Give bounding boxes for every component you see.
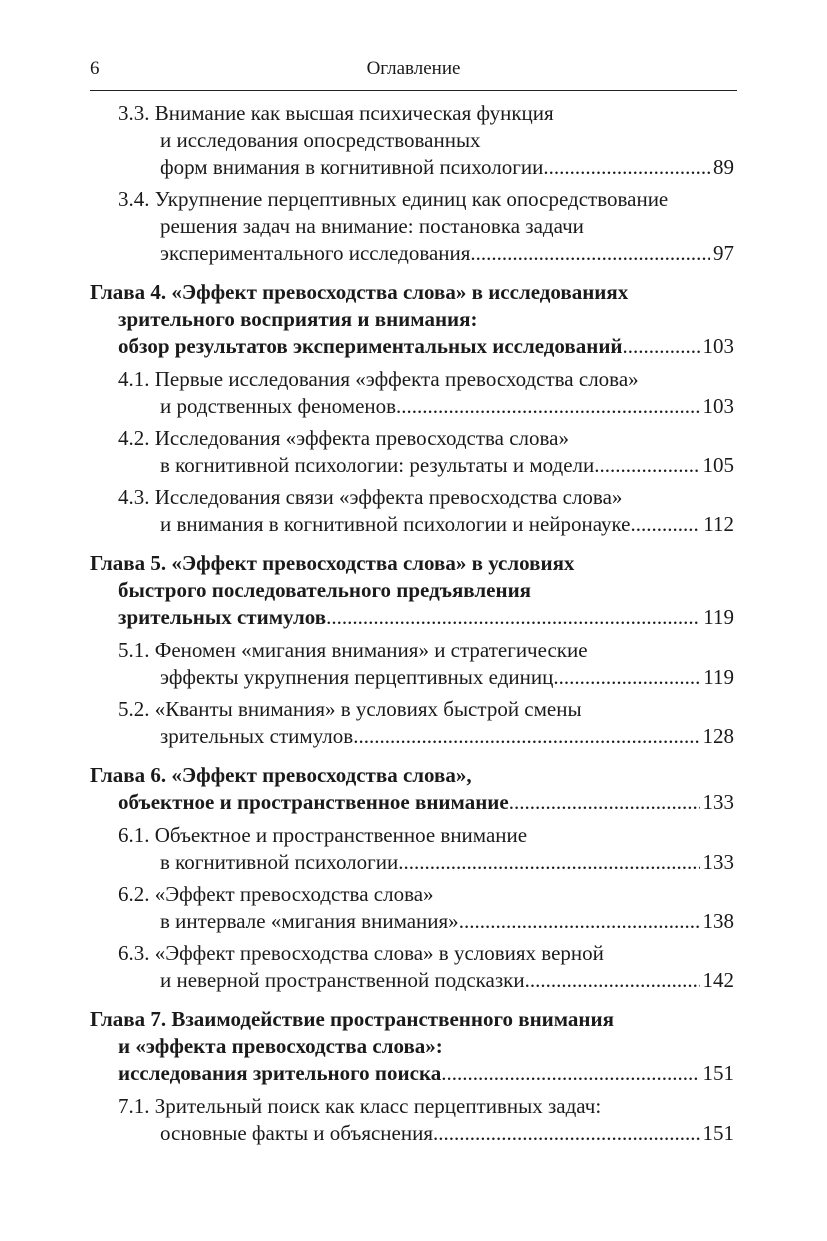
toc-page-number: 151: [702, 1121, 734, 1145]
toc-section-entry: [90, 100, 734, 181]
dot-leader: [396, 393, 699, 420]
toc-entry-final-line: [118, 1120, 734, 1147]
dot-leader: [543, 154, 710, 181]
toc-entry-text: 6.3. «Эффект превосходства слова» в условиях верной: [118, 941, 604, 965]
toc-section-entry: [90, 696, 734, 750]
toc-entry-text: и родственных феноменов: [160, 394, 397, 418]
toc-entry-text: решения задач на внимание: постановка задачи: [160, 214, 584, 238]
header-divider: [90, 90, 737, 91]
toc-entry-text: обзор результатов экспериментальных исследований: [118, 334, 623, 358]
toc-page-number: 151: [702, 1061, 734, 1085]
toc-entry-text: 7.1. Зрительный поиск как класс перцептивных задач:: [118, 1094, 602, 1118]
toc-entry-text: зрительных стимулов: [118, 605, 327, 629]
toc-entry-text: форм внимания в когнитивной психологии: [160, 155, 544, 179]
toc-page-number: 133: [702, 790, 734, 814]
toc-entry-text: Глава 5. «Эффект превосходства слова» в условиях: [90, 551, 575, 575]
toc-entry-final-line: [90, 789, 734, 816]
toc-entry-final-line: [118, 723, 734, 750]
toc-entry-text: и исследования опосредствованных: [160, 128, 481, 152]
toc-entry-text: эффекты укрупнения перцептивных единиц: [160, 665, 554, 689]
toc-entry-text: основные факты и объяснения: [160, 1121, 433, 1145]
toc-entry-final-line: [118, 967, 734, 994]
page-number: 6: [90, 58, 100, 79]
dot-leader: [459, 908, 700, 935]
toc-chapter-entry: [90, 762, 734, 816]
toc-entry-text: Глава 6. «Эффект превосходства слова»,: [90, 763, 472, 787]
toc-entry-text: 3.4. Укрупнение перцептивных единиц как опосредствование: [118, 187, 669, 211]
toc-entry-text: 4.2. Исследования «эффекта превосходства слова»: [118, 426, 569, 450]
dot-leader: [631, 511, 701, 538]
toc-entry-final-line: [118, 154, 734, 181]
toc-entry-text: и «эффекта превосходства слова»:: [118, 1034, 443, 1058]
toc-page-number: 138: [702, 909, 734, 933]
toc-page-number: 119: [703, 605, 734, 629]
toc-entry-final-line: [90, 1060, 734, 1087]
toc-entry-text: исследования зрительного поиска: [118, 1061, 442, 1085]
toc-chapter-entry: [90, 279, 734, 360]
dot-leader: [594, 452, 699, 479]
toc-chapter-entry: [90, 550, 734, 631]
toc-page-number: 89: [713, 155, 734, 179]
toc-page-number: 133: [702, 850, 734, 874]
toc-entry-text: экспериментального исследования: [160, 241, 471, 265]
toc-page-number: 142: [702, 968, 734, 992]
toc-entry-text: и неверной пространственной подсказки: [160, 968, 525, 992]
toc-section-entry: [90, 637, 734, 691]
toc-entry-final-line: [118, 849, 734, 876]
toc-section-entry: [90, 425, 734, 479]
dot-leader: [623, 333, 700, 360]
toc-entry-final-line: [118, 908, 734, 935]
dot-leader: [398, 849, 699, 876]
toc-section-entry: [90, 940, 734, 994]
dot-leader: [509, 789, 700, 816]
toc-entry-text: 6.2. «Эффект превосходства слова»: [118, 882, 434, 906]
toc-page-number: 112: [703, 512, 734, 536]
dot-leader: [353, 723, 699, 750]
toc-entry-text: 5.2. «Кванты внимания» в условиях быстрой смены: [118, 697, 582, 721]
toc-section-entry: [90, 186, 734, 267]
toc-entry-text: в интервале «мигания внимания»: [160, 909, 459, 933]
toc-page-number: 105: [702, 453, 734, 477]
toc-page-number: 128: [702, 724, 734, 748]
toc-entry-final-line: [118, 452, 734, 479]
toc-entry-final-line: [90, 604, 734, 631]
toc-entry-text: в когнитивной психологии: [160, 850, 399, 874]
running-title: Оглавление: [366, 58, 461, 79]
dot-leader: [433, 1120, 700, 1147]
toc-entry-final-line: [118, 511, 734, 538]
toc-section-entry: [90, 1093, 734, 1147]
toc-entry-text: в когнитивной психологии: результаты и модели: [160, 453, 595, 477]
toc-entry-text: объектное и пространственное внимание: [118, 790, 509, 814]
toc-section-entry: [90, 822, 734, 876]
toc-entry-final-line: [118, 240, 734, 267]
toc-section-entry: [90, 881, 734, 935]
toc-entry-final-line: [118, 664, 734, 691]
toc-page-number: 119: [703, 665, 734, 689]
toc-section-entry: [90, 366, 734, 420]
toc-entry-text: быстрого последовательного предъявления: [118, 578, 532, 602]
toc-chapter-entry: [90, 1006, 734, 1087]
toc-page-number: 103: [702, 334, 734, 358]
dot-leader: [326, 604, 700, 631]
toc-entry-text: 3.3. Внимание как высшая психическая функция: [118, 101, 554, 125]
toc-entry-final-line: [90, 333, 734, 360]
toc-entry-text: зрительного восприятия и внимания:: [118, 307, 478, 331]
toc-entry-text: Глава 7. Взаимодействие пространственного внимания: [90, 1007, 614, 1031]
dot-leader: [553, 664, 700, 691]
toc-section-entry: [90, 484, 734, 538]
page-header: [90, 56, 737, 90]
toc-entry-text: 4.1. Первые исследования «эффекта превосходства слова»: [118, 367, 639, 391]
dot-leader: [470, 240, 710, 267]
dot-leader: [441, 1060, 699, 1087]
toc-entry-text: Глава 4. «Эффект превосходства слова» в исследованиях: [90, 280, 629, 304]
toc-page-number: 103: [702, 394, 734, 418]
toc-page-number: 97: [713, 241, 734, 265]
dot-leader: [525, 967, 700, 994]
toc-entry-text: 5.1. Феномен «мигания внимания» и стратегические: [118, 638, 588, 662]
toc-entry-final-line: [118, 393, 734, 420]
toc-entry-text: зрительных стимулов: [160, 724, 354, 748]
toc-entry-text: 4.3. Исследования связи «эффекта превосходства слова»: [118, 485, 623, 509]
toc-entry-text: и внимания в когнитивной психологии и нейронауке: [160, 512, 631, 536]
toc-entry-text: 6.1. Объектное и пространственное внимание: [118, 823, 528, 847]
table-of-contents: [90, 100, 734, 1152]
